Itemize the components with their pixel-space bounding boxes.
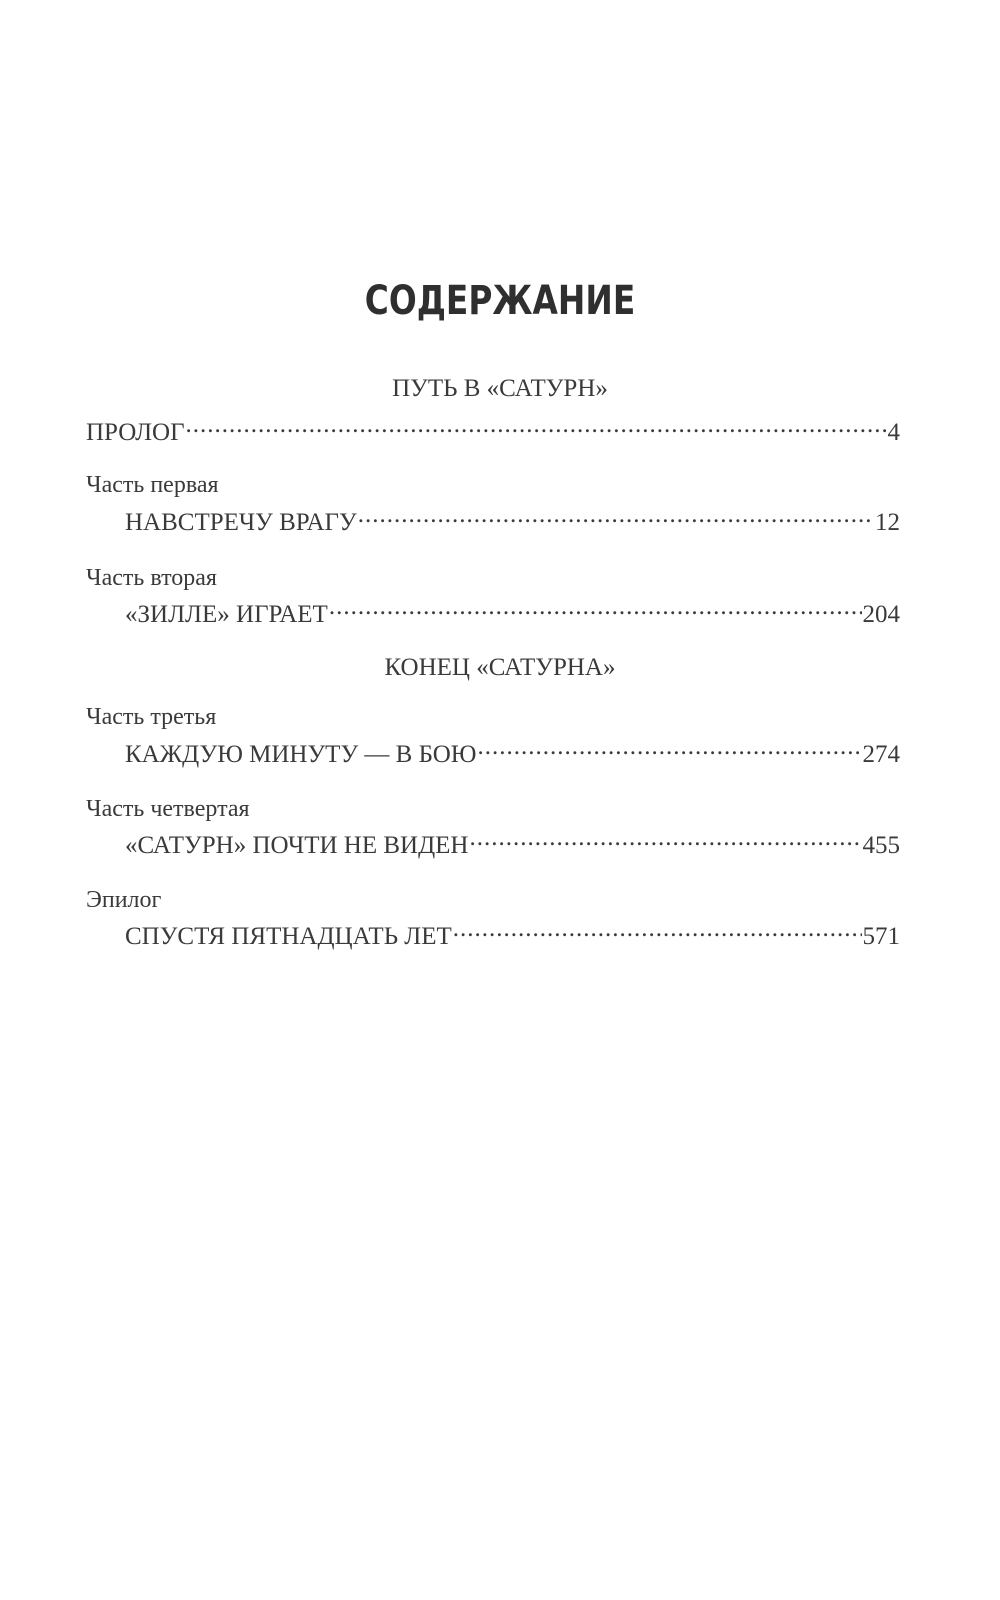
- toc-entry-page: 274: [862, 741, 900, 768]
- section-heading: КОНЕЦ «САТУРНА»: [384, 654, 616, 681]
- toc-entry: [125, 737, 900, 769]
- toc-entry-title: НАВСТРЕЧУ ВРАГУ: [125, 509, 357, 536]
- toc-entry: [125, 597, 900, 629]
- toc-entry-title: «ЗИЛЛЕ» ИГРАЕТ: [125, 601, 328, 628]
- toc-entry-page: 4: [887, 419, 900, 446]
- toc-entry-page: 204: [862, 601, 900, 628]
- part-label: Часть третья: [86, 704, 217, 730]
- toc-title: СОДЕРЖАНИЕ: [364, 278, 636, 324]
- dot-leader: [469, 828, 861, 853]
- toc-entry-page: 571: [862, 923, 900, 950]
- dot-leader: [186, 415, 887, 440]
- toc-entry-title: СПУСТЯ ПЯТНАДЦАТЬ ЛЕТ: [125, 923, 452, 950]
- toc-entry-title: «САТУРН» ПОЧТИ НЕ ВИДЕН: [125, 832, 469, 859]
- toc-entry-prologue: [86, 415, 900, 447]
- toc-entry: [125, 505, 900, 537]
- toc-entry-page: 12: [875, 509, 900, 536]
- toc-entry-title: ПРОЛОГ: [86, 419, 185, 446]
- dot-leader: [329, 597, 862, 622]
- dot-leader: [358, 505, 874, 530]
- toc-entry-title: КАЖДУЮ МИНУТУ — В БОЮ: [125, 741, 477, 768]
- section-heading: ПУТЬ В «САТУРН»: [392, 375, 608, 402]
- part-label: Часть вторая: [86, 565, 217, 591]
- part-label: Часть первая: [86, 472, 219, 498]
- part-label: Часть четвертая: [86, 796, 250, 822]
- part-label: Эпилог: [86, 887, 162, 913]
- toc-entry-page: 455: [862, 832, 900, 859]
- dot-leader: [453, 919, 862, 944]
- dot-leader: [478, 737, 862, 762]
- toc-entry: [125, 828, 900, 860]
- toc-entry: [125, 919, 900, 951]
